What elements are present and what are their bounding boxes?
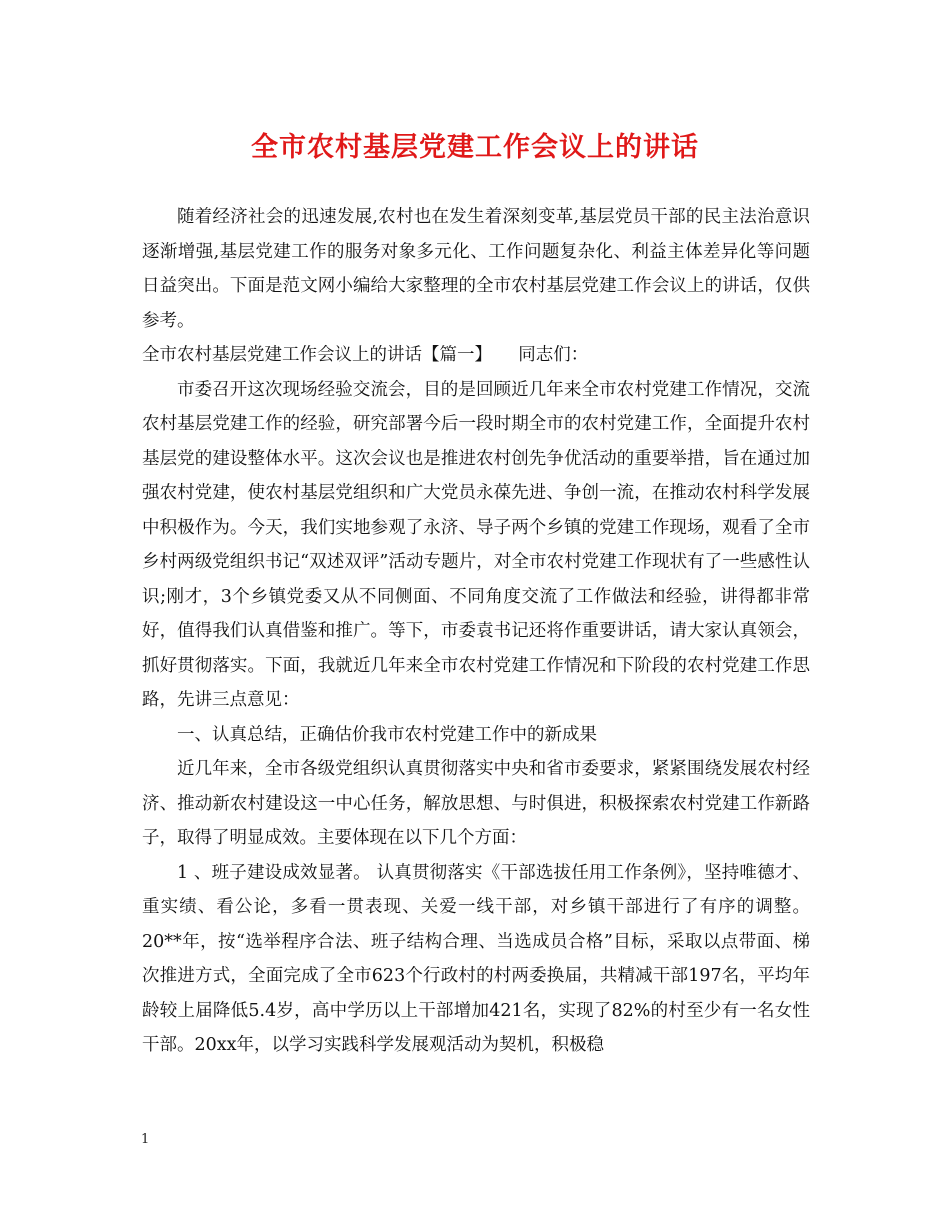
paragraph-section-heading: 全市农村基层党建工作会议上的讲话【篇一】 同志们： bbox=[142, 345, 589, 365]
paragraph-part-one-heading: 一、认真总结，正确估价我市农村党建工作中的新成果 bbox=[177, 724, 597, 745]
paragraph-achievements-overview: 近几年来，全市各级党组织认真贯彻落实中央和省市委要求，紧紧围绕发展农村经济、推动新农村建设这一中心任务，解放思想、与时俱进，积极探索农村党建工作新路子，取得了明显成效。主要体现在以下几个方面： bbox=[142, 759, 810, 848]
paragraph-team-building: 1 、班子建设成效显著。 认真贯彻落实《干部选拔任用工作条例》，坚持唯德才、重实绩、看公论，多看一贯表现、关爱一线干部，对乡镇干部进行了有序的调整。20**年，按“选举程序合法、班子结构合理、当选成员合格”目标，采取以点带面、梯次推进方式，全面完成了全市623个行政村的村两委换届，共精减干部197名，平均年龄较上届降低5.4岁，高中学历以上干部增加421名，实现了82%的村至少有一名女性干部。20xx年，以学习实践科学发展观活动为契机，积极稳 bbox=[142, 862, 810, 1055]
page-number: 1 bbox=[141, 1132, 150, 1147]
paragraph-meeting-purpose: 市委召开这次现场经验交流会，目的是回顾近几年来全市农村党建工作情况，交流农村基层党建工作的经验，研究部署今后一段时期全市的农村党建工作，全面提升农村基层党的建设整体水平。这次会议也是推进农村创先争优活动的重要举措，旨在通过加强农村党建，使农村基层党组织和广大党员永葆先进、争创一流，在推动农村科学发展中积极作为。今天，我们实地参观了永济、导子两个乡镇的党建工作现场，观看了全市乡村两级党组织书记“双述双评”活动专题片，对全市农村党建工作现状有了一些感性认识;刚才，3个乡镇党委又从不同侧面、不同角度交流了工作做法和经验，讲得都非常好，值得我们认真借鉴和推广。等下，市委袁书记还将作重要讲话，请大家认真领会，抓好贯彻落实。下面，我就近几年来全市农村党建工作情况和下阶段的农村党建工作思路，先讲三点意见： bbox=[142, 379, 810, 710]
document-title: 全市农村基层党建工作会议上的讲话 bbox=[251, 132, 699, 163]
paragraph-intro: 随着经济社会的迅速发展,农村也在发生着深刻变革,基层党员干部的民主法治意识逐渐增强,基层党建工作的服务对象多元化、工作问题复杂化、利益主体差异化等问题日益突出。下面是范文网小编给大家整理的全市农村基层党建工作会议上的讲话，仅供参考。 bbox=[142, 207, 810, 331]
document-body bbox=[142, 200, 810, 1063]
